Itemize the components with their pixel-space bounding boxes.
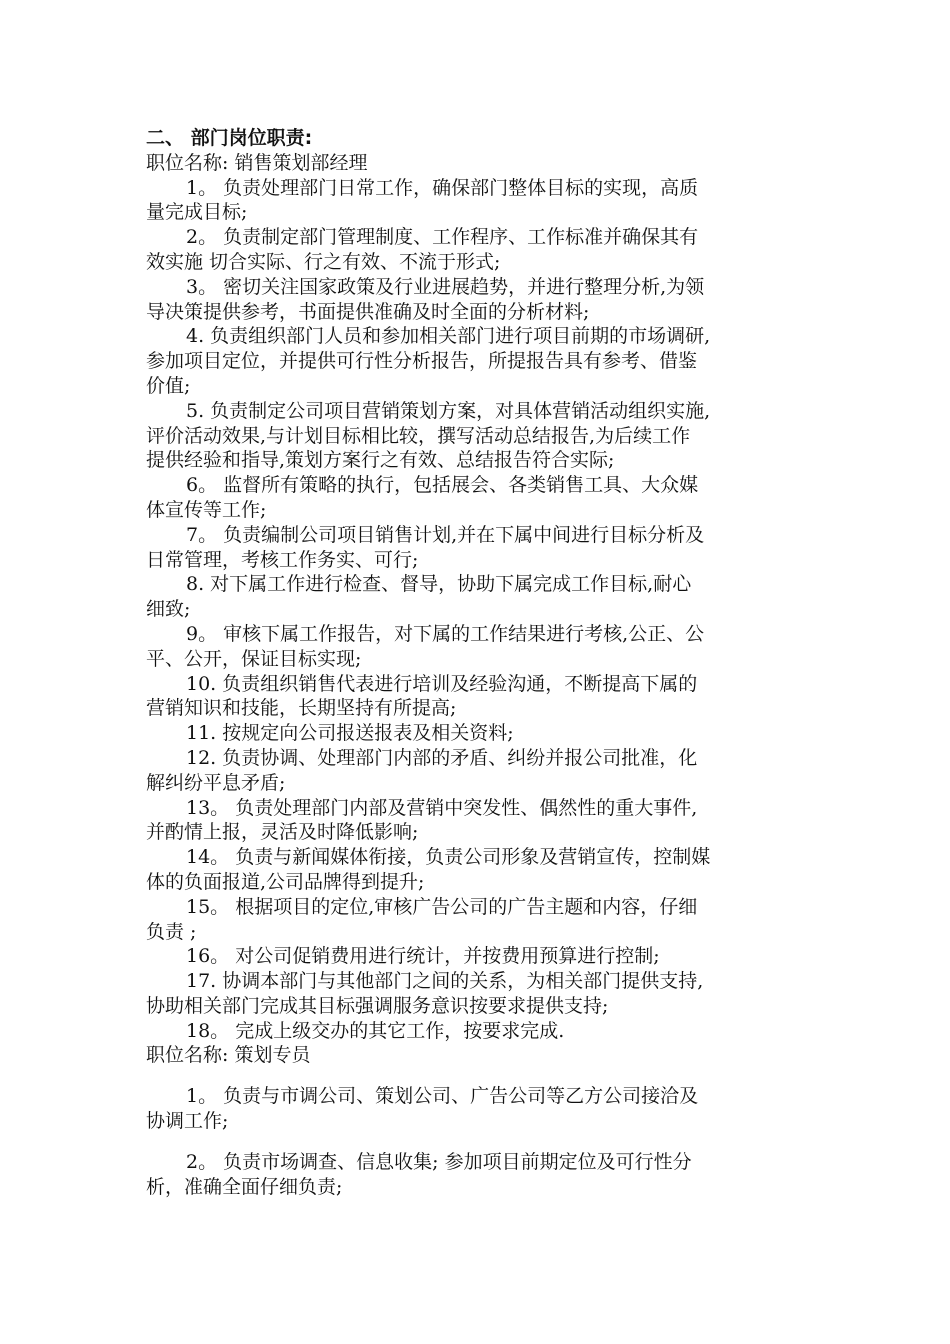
- duty-line: 2。 负责市场调查、信息收集; 参加项目前期定位及可行性分: [186, 1150, 692, 1173]
- duty-line: 8. 对下属工作进行检查、督导，协助下属完成工作目标,耐心: [186, 573, 692, 596]
- duty-line: 13。 负责处理部门内部及营销中突发性、偶然性的重大事件,: [186, 796, 698, 819]
- duty-line: 7。 负责编制公司项目销售计划,并在下属中间进行目标分析及: [186, 523, 705, 546]
- duty-line: 17. 协调本部门与其他部门之间的关系，为相关部门提供支持,: [186, 970, 704, 993]
- position-duties-list: [146, 1084, 818, 1199]
- duty-line: 15。 根据项目的定位,审核广告公司的广告主题和内容，仔细: [186, 895, 698, 918]
- duty-line: 12. 负责协调、处理部门内部的矛盾、纠纷并报公司批准，化: [186, 746, 698, 769]
- duty-line: 营销知识和技能，长期坚持有所提高;: [146, 697, 457, 720]
- section-title: 二、 部门岗位职责:: [146, 127, 313, 149]
- duty-line: 平、公开，保证目标实现;: [146, 647, 362, 670]
- position-duties-list: [146, 176, 818, 1044]
- duty-line: 9。 审核下属工作报告，对下属的工作结果进行考核,公正、公: [186, 622, 705, 645]
- duty-line: 解纠纷平息矛盾;: [146, 771, 286, 794]
- document-page: [146, 126, 818, 1199]
- duty-line: 4. 负责组织部门人员和参加相关部门进行项目前期的市场调研,: [186, 325, 711, 348]
- duty-line: 6。 监督所有策略的执行，包括展会、各类销售工具、大众媒: [186, 474, 699, 497]
- duty-line: 16。 对公司促销费用进行统计，并按费用预算进行控制;: [186, 945, 660, 968]
- duty-line: 量完成目标;: [146, 201, 248, 224]
- duty-line: 价值;: [146, 374, 191, 397]
- duty-line: 析，准确全面仔细负责;: [146, 1175, 343, 1198]
- duty-line: 18。 完成上级交办的其它工作，按要求完成.: [186, 1019, 565, 1042]
- duty-line: 导决策提供参考，书面提供准确及时全面的分析材料;: [146, 300, 590, 323]
- duty-line: 参加项目定位，并提供可行性分析报告，所提报告具有参考、借鉴: [146, 350, 698, 373]
- duty-line: 提供经验和指导,策划方案行之有效、总结报告符合实际;: [146, 449, 615, 472]
- position-title: 职位名称: 销售策划部经理: [146, 151, 368, 174]
- duty-line: 体的负面报道,公司品牌得到提升;: [146, 870, 425, 893]
- duty-line: 日常管理，考核工作务实、可行;: [146, 548, 419, 571]
- position-title: 职位名称: 策划专员: [146, 1044, 311, 1067]
- duty-line: 评价活动效果,与计划目标相比较，撰写活动总结报告,为后续工作: [146, 424, 691, 447]
- duty-line: 2。 负责制定部门管理制度、工作程序、工作标准并确保其有: [186, 226, 699, 249]
- duty-line: 效实施 切合实际、行之有效、不流于形式;: [146, 250, 501, 273]
- duty-line: 负责 ;: [146, 920, 197, 943]
- duty-line: 3。 密切关注国家政策及行业进展趋势，并进行整理分析,为领: [186, 275, 705, 298]
- duty-line: 细致;: [146, 598, 191, 621]
- duty-line: 体宣传等工作;: [146, 498, 267, 521]
- duty-line: 14。 负责与新闻媒体衔接，负责公司形象及营销宣传，控制媒: [186, 846, 711, 869]
- duty-line: 5. 负责制定公司项目营销策划方案，对具体营销活动组织实施,: [186, 399, 711, 422]
- duty-line: 协调工作;: [146, 1110, 229, 1133]
- duty-line: 10. 负责组织销售代表进行培训及经验沟通，不断提高下属的: [186, 672, 698, 695]
- duty-line: 1。 负责与市调公司、策划公司、广告公司等乙方公司接洽及: [186, 1085, 699, 1108]
- duty-line: 11. 按规定向公司报送报表及相关资料;: [186, 722, 514, 745]
- duty-line: 1。 负责处理部门日常工作，确保部门整体目标的实现，高质: [186, 176, 699, 199]
- duty-line: 并酌情上报，灵活及时降低影响;: [146, 821, 419, 844]
- duty-line: 协助相关部门完成其目标强调服务意识按要求提供支持;: [146, 994, 609, 1017]
